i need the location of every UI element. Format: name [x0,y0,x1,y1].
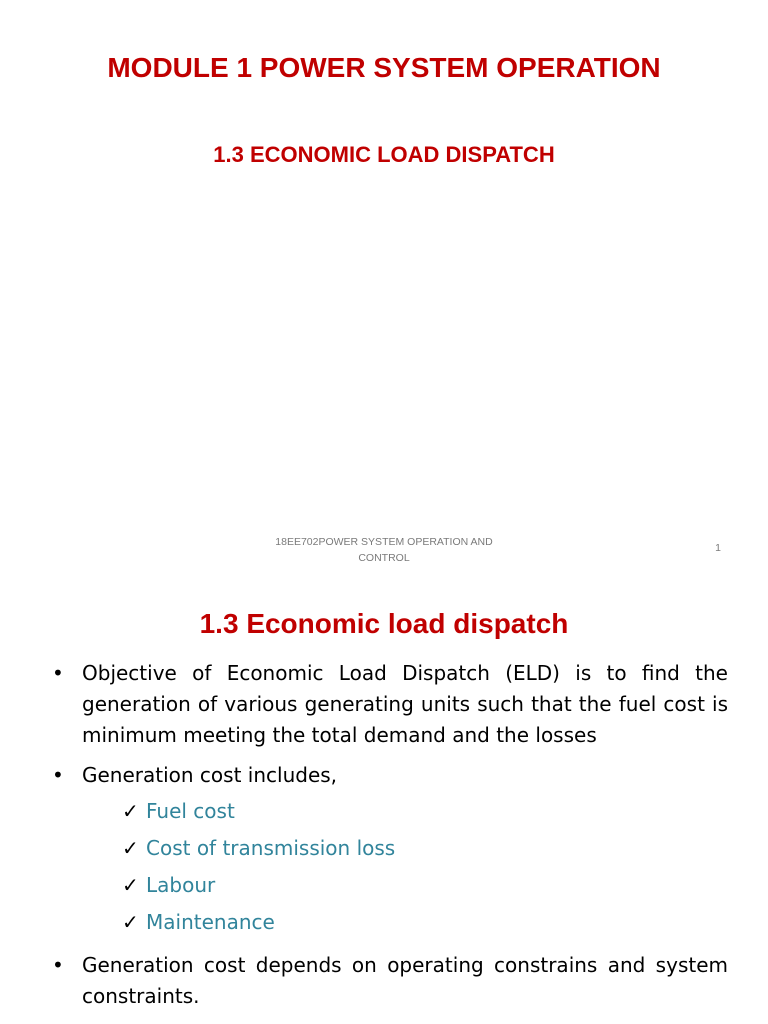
footer-line-1: 18EE702POWER SYSTEM OPERATION AND [275,536,493,548]
page-number: 1 [715,542,721,554]
cost-item-maintenance [122,904,728,941]
bullet-item [50,950,728,1012]
bullet-list [50,658,728,1021]
slide-footer [258,534,510,566]
bullet-item [50,760,728,941]
cost-item-label: Cost of transmission loss [146,836,396,860]
bullet-icon: • [52,763,64,787]
checkmark-icon: ✓ [122,873,139,897]
cost-item-fuel [122,793,728,830]
bullet-icon: • [52,661,64,685]
cost-item-transmission [122,830,728,867]
cost-items-list [82,793,728,941]
cost-item-labour [122,867,728,904]
checkmark-icon: ✓ [122,910,139,934]
slide-title: 1.3 Economic load dispatch [199,608,569,639]
checkmark-icon: ✓ [122,799,139,823]
bullet-text: Objective of Economic Load Dispatch (ELD) is to find the generation of various generating units such that the fuel cost is minimum meeting the total demand and the losses [82,661,728,747]
checkmark-icon: ✓ [122,836,139,860]
module-title: MODULE 1 POWER SYSTEM OPERATION [107,52,661,83]
bullet-text: Generation cost depends on operating constrains and system constraints. [82,953,728,1008]
cost-item-label: Labour [146,873,216,897]
footer-line-2: CONTROL [358,552,410,564]
bullet-icon: • [52,953,64,977]
bullet-text: Generation cost includes, [82,763,338,787]
cost-item-label: Fuel cost [146,799,235,823]
section-title: 1.3 ECONOMIC LOAD DISPATCH [213,142,555,167]
content-slide [0,576,768,1024]
cost-item-label: Maintenance [146,910,275,934]
bullet-item [50,658,728,751]
